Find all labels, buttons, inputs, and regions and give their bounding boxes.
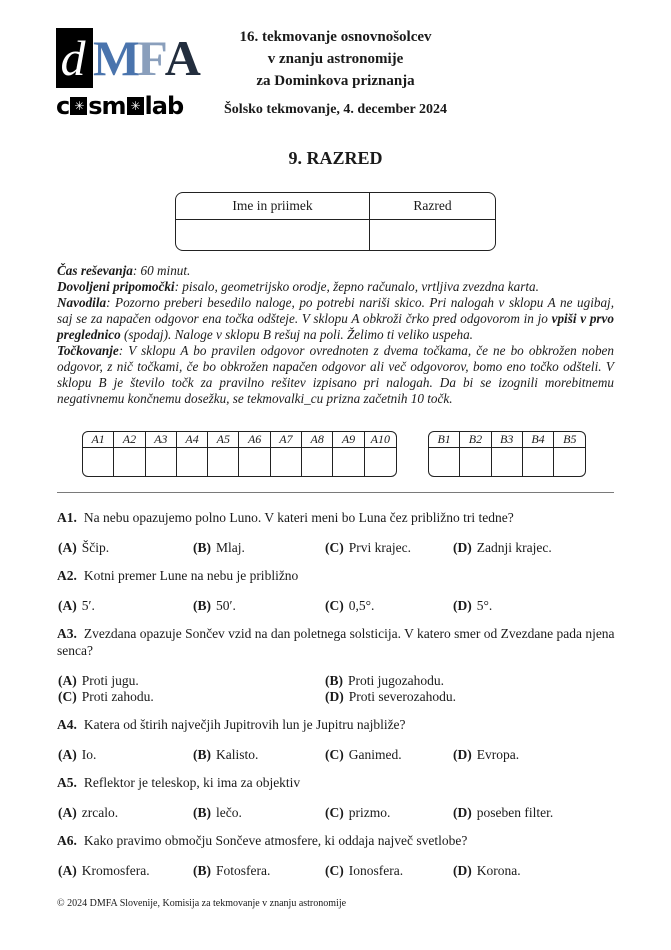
question-a1 xyxy=(57,509,615,556)
grid-b-header-cell: B4 xyxy=(523,432,554,448)
question-body: Zvezdana opazuje Sončev vzid na dan poletnega solsticija. V katero smer od Zvezdane pada njena senca? xyxy=(57,626,615,658)
option-text: Proti severozahodu. xyxy=(348,689,456,704)
question-a5 xyxy=(57,774,615,821)
grid-a-answer-cell xyxy=(83,448,114,476)
options-row xyxy=(57,598,615,614)
question-number: A3. xyxy=(57,626,77,641)
grid-a-answer-cell xyxy=(333,448,364,476)
grid-a-header-cell: A3 xyxy=(146,432,177,448)
question-text xyxy=(57,567,615,584)
instruction-tools xyxy=(57,279,614,295)
cosmolab-text-c: c xyxy=(56,92,70,120)
question-a3 xyxy=(57,625,615,705)
option-d xyxy=(452,598,615,614)
option-a xyxy=(57,673,324,689)
option-d xyxy=(324,689,615,705)
option-text: Proti zahodu. xyxy=(81,689,154,704)
instruction-time-text: : 60 minut. xyxy=(132,263,191,278)
title-line-2: v znanju astronomije xyxy=(267,51,404,67)
grid-a-answer-cell xyxy=(302,448,333,476)
grid-a-header-cell: A8 xyxy=(302,432,333,448)
option-letter: (B) xyxy=(193,598,211,613)
option-text: poseben filter. xyxy=(476,805,554,820)
grid-a-header-cell: A7 xyxy=(271,432,302,448)
option-text: Korona. xyxy=(476,863,521,878)
grid-a-answer-cell xyxy=(365,448,396,476)
option-letter: (C) xyxy=(325,747,344,762)
grid-a-answer-cell xyxy=(146,448,177,476)
instruction-rules-text-1: : Pozorno preberi besedilo naloge, po potrebi nariši skico. Pri nalogah v sklopu A ne ugibaj, saj se za napačen odgovor ena točka odšteje. V sklopu A obkroži črko pred odgovorom in jo xyxy=(57,295,614,326)
options-row xyxy=(57,747,615,763)
option-text: Kromosfera. xyxy=(81,863,150,878)
option-d xyxy=(452,805,615,821)
grid-a-answer-cell xyxy=(208,448,239,476)
instruction-time xyxy=(57,263,614,279)
cosmolab-text-lab: lab xyxy=(144,92,184,120)
question-body: Katera od štirih največjih Jupitrovih lun je Jupitru najbliže? xyxy=(83,717,406,732)
option-b xyxy=(192,863,324,879)
grid-a-header-cell: A10 xyxy=(365,432,396,448)
option-text: Prvi krajec. xyxy=(348,540,411,555)
grid-b-header-cell: B5 xyxy=(554,432,585,448)
grade-heading: 9. RAZRED xyxy=(288,148,383,168)
answer-grids xyxy=(82,431,671,477)
option-letter: (A) xyxy=(58,540,77,555)
option-c xyxy=(324,540,452,556)
option-text: Proti jugu. xyxy=(81,673,139,688)
option-b xyxy=(192,540,324,556)
option-text: Evropa. xyxy=(476,747,520,762)
instruction-rules-bold: vpiši v prvo preglednico xyxy=(57,311,614,342)
question-text xyxy=(57,832,615,849)
question-body: Kako pravimo območju Sončeve atmosfere, ki oddaja največ svetlobe? xyxy=(83,833,468,848)
question-body: Reflektor je teleskop, ki ima za objektiv xyxy=(83,775,301,790)
question-number: A2. xyxy=(57,568,77,583)
question-a6 xyxy=(57,832,615,879)
instruction-time-label: Čas reševanja xyxy=(57,263,133,278)
option-letter: (A) xyxy=(58,598,77,613)
option-text: 50′. xyxy=(216,598,236,613)
title-line-3: za Dominkova priznanja xyxy=(256,73,415,89)
grid-a-header-cell: A6 xyxy=(239,432,270,448)
option-a xyxy=(57,805,192,821)
option-d xyxy=(452,540,615,556)
option-letter: (A) xyxy=(58,747,77,762)
question-text xyxy=(57,509,615,526)
options-row xyxy=(57,863,615,879)
option-d xyxy=(452,863,615,879)
star-glyph: ✳ xyxy=(130,99,140,113)
name-table xyxy=(175,192,496,251)
option-a xyxy=(57,598,192,614)
title-line-1: 16. tekmovanje osnovnošolcev xyxy=(239,29,432,45)
option-text: Io. xyxy=(81,747,97,762)
grid-a-answer-cell xyxy=(177,448,208,476)
option-c xyxy=(324,805,452,821)
option-letter: (C) xyxy=(325,598,344,613)
grid-a-answer-cell xyxy=(239,448,270,476)
grid-b-answer-cell xyxy=(429,448,460,476)
options-grid xyxy=(57,673,615,705)
option-a xyxy=(57,863,192,879)
name-table-header-class: Razred xyxy=(370,193,495,220)
cosmolab-text-sm: sm xyxy=(88,92,126,120)
options-row xyxy=(57,805,615,821)
instruction-tools-text: : pisalo, geometrijsko orodje, žepno računalo, vrtljiva zvezdna karta. xyxy=(174,279,539,294)
option-c xyxy=(324,598,452,614)
option-b xyxy=(192,747,324,763)
questions-section xyxy=(57,509,615,879)
option-letter: (C) xyxy=(325,863,344,878)
option-c xyxy=(57,689,324,705)
question-text xyxy=(57,716,615,733)
option-letter: (D) xyxy=(453,540,472,555)
question-text xyxy=(57,625,615,659)
option-d xyxy=(452,747,615,763)
option-b xyxy=(324,673,615,689)
instruction-rules-label: Navodila xyxy=(57,295,107,310)
option-c xyxy=(324,747,452,763)
option-text: zrcalo. xyxy=(81,805,119,820)
option-text: Zadnji krajec. xyxy=(476,540,552,555)
instructions xyxy=(57,263,614,407)
grid-b-answer-cell xyxy=(460,448,491,476)
mfa-letter-f: F xyxy=(137,30,165,86)
option-letter: (B) xyxy=(193,540,211,555)
option-letter: (B) xyxy=(193,747,211,762)
grid-b-header-cell: B2 xyxy=(460,432,491,448)
instruction-scoring xyxy=(57,343,614,407)
option-c xyxy=(324,863,452,879)
grid-b-header-cell: B1 xyxy=(429,432,460,448)
mfa-letter-a: A xyxy=(164,30,198,86)
option-letter: (B) xyxy=(193,805,211,820)
grid-a-answer-cell xyxy=(271,448,302,476)
competition-title xyxy=(0,26,671,118)
question-text xyxy=(57,774,615,791)
option-letter: (D) xyxy=(453,863,472,878)
question-body: Kotni premer Lune na nebu je približno xyxy=(83,568,299,583)
option-letter: (D) xyxy=(325,689,344,704)
question-a2 xyxy=(57,567,615,614)
option-a xyxy=(57,747,192,763)
dmfa-d-letter: d xyxy=(60,30,86,86)
options-row xyxy=(57,540,615,556)
option-letter: (C) xyxy=(58,689,77,704)
option-letter: (B) xyxy=(193,863,211,878)
grid-b-answer-cell xyxy=(492,448,523,476)
option-text: Proti jugozahodu. xyxy=(348,673,444,688)
header xyxy=(0,0,671,122)
option-text: Fotosfera. xyxy=(216,863,271,878)
mfa-letter-m: M xyxy=(93,30,138,86)
grid-a-answer-cell xyxy=(114,448,145,476)
star-glyph: ✳ xyxy=(74,99,84,113)
option-text: lečo. xyxy=(216,805,242,820)
question-a4 xyxy=(57,716,615,763)
question-number: A6. xyxy=(57,833,77,848)
option-text: 5′. xyxy=(81,598,95,613)
name-table-class-cell xyxy=(370,220,495,250)
option-letter: (B) xyxy=(325,673,343,688)
answer-grid-b xyxy=(428,431,586,477)
section-divider xyxy=(57,492,614,493)
instruction-scoring-text: : V sklopu A bo pravilen odgovor ovrednoten z dvema točkama, če ne bo obkrožen noben odgovor, z nič točkami, če bo obkrožen napačen odgovor ali več odgovorov, bomo eno točko odšteli. V sklopu B je število točk za pravilno rešitev izpisano pri nalogah. Da bi se izognili morebitnemu negativnemu končnemu dosežku, se tekmovalki_cu prizna začetnih 10 točk. xyxy=(57,343,614,406)
option-text: prizmo. xyxy=(348,805,391,820)
name-table-name-cell xyxy=(176,220,370,250)
option-text: Mlaj. xyxy=(216,540,245,555)
option-letter: (A) xyxy=(58,805,77,820)
option-text: Kalisto. xyxy=(216,747,259,762)
option-letter: (D) xyxy=(453,598,472,613)
option-b xyxy=(192,805,324,821)
instruction-rules xyxy=(57,295,614,343)
option-a xyxy=(57,540,192,556)
option-letter: (C) xyxy=(325,805,344,820)
grid-a-header-cell: A5 xyxy=(208,432,239,448)
option-text: 5°. xyxy=(476,598,493,613)
grid-b-header-cell: B3 xyxy=(492,432,523,448)
grid-b-answer-cell xyxy=(554,448,585,476)
option-letter: (A) xyxy=(58,863,77,878)
option-letter: (D) xyxy=(453,747,472,762)
instruction-scoring-label: Točkovanje xyxy=(57,343,119,358)
option-text: 0,5°. xyxy=(348,598,375,613)
instruction-tools-label: Dovoljeni pripomočki xyxy=(57,279,175,294)
question-number: A5. xyxy=(57,775,77,790)
question-number: A4. xyxy=(57,717,77,732)
answer-grid-a xyxy=(82,431,397,477)
grid-b-answer-cell xyxy=(523,448,554,476)
option-letter: (C) xyxy=(325,540,344,555)
grid-a-header-cell: A1 xyxy=(83,432,114,448)
competition-subtitle: Šolsko tekmovanje, 4. december 2024 xyxy=(224,102,447,117)
question-number: A1. xyxy=(57,510,77,525)
option-text: Ganimed. xyxy=(348,747,402,762)
option-text: Ionosfera. xyxy=(348,863,404,878)
option-text: Ščip. xyxy=(81,540,110,555)
name-table-header-name: Ime in priimek xyxy=(176,193,370,220)
grid-a-header-cell: A2 xyxy=(114,432,145,448)
instruction-rules-text-2: (spodaj). Naloge v sklopu B rešuj na poli. Želimo ti veliko uspeha. xyxy=(120,327,473,342)
grid-a-header-cell: A4 xyxy=(177,432,208,448)
footer-copyright: © 2024 DMFA Slovenije, Komisija za tekmovanje v znanju astronomije xyxy=(57,898,347,909)
question-body: Na nebu opazujemo polno Luno. V kateri meni bo Luna čez približno tri tedne? xyxy=(83,510,514,525)
option-b xyxy=(192,598,324,614)
grid-a-header-cell: A9 xyxy=(333,432,364,448)
option-letter: (D) xyxy=(453,805,472,820)
option-letter: (A) xyxy=(58,673,77,688)
